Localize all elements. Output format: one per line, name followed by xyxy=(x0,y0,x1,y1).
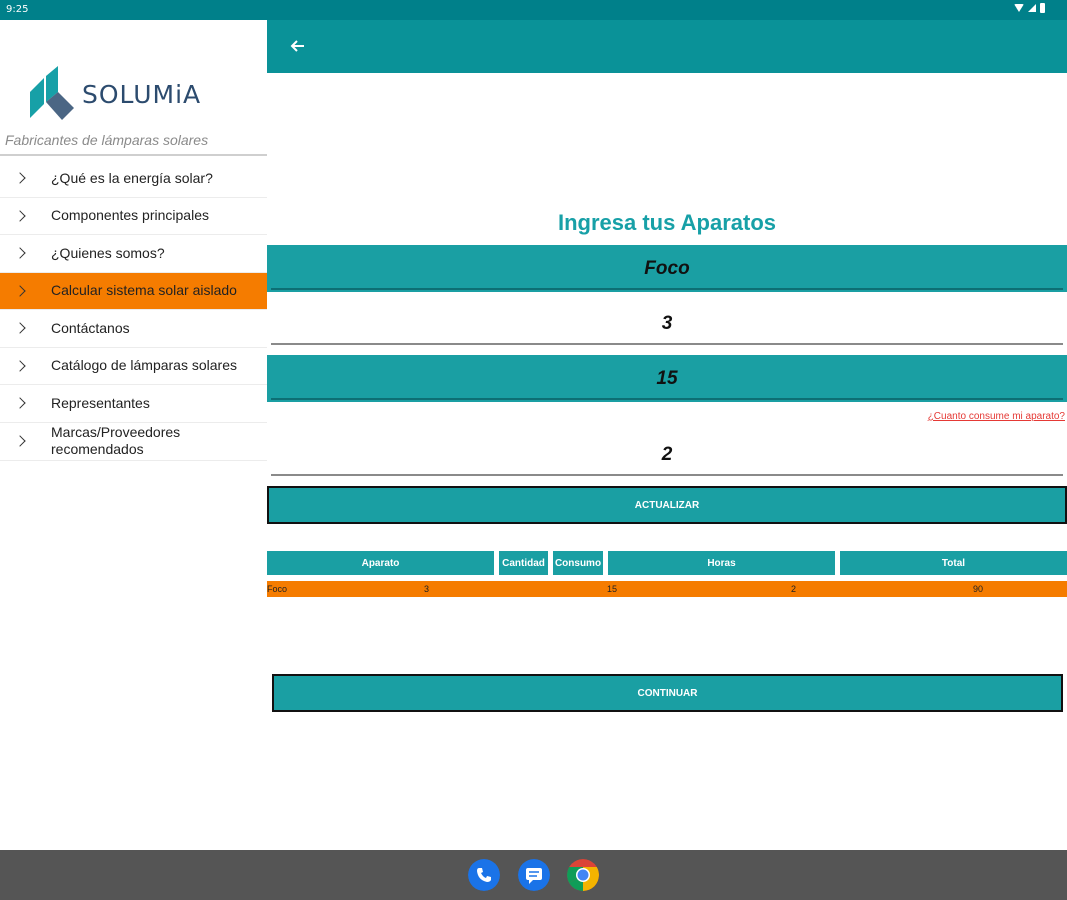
back-arrow-icon[interactable] xyxy=(289,37,307,55)
brand-logo xyxy=(28,64,208,124)
table-header-consumo: Consumo xyxy=(553,551,603,575)
drawer-menu xyxy=(0,160,267,461)
consumo-value: 15 xyxy=(656,367,678,389)
chevron-right-icon xyxy=(14,435,25,446)
chevron-right-icon xyxy=(14,285,25,296)
horas-value: 2 xyxy=(661,443,673,465)
menu-item-label: Calcular sistema solar aislado xyxy=(51,282,237,299)
messages-icon[interactable] xyxy=(518,859,550,891)
app-bar xyxy=(267,20,1067,73)
cell-consumo: 15 xyxy=(607,584,618,594)
table-header-horas: Horas xyxy=(608,551,835,575)
signal-icon xyxy=(1028,4,1036,12)
cell-cantidad: 3 xyxy=(424,584,430,594)
brand-name: SOLUMiA xyxy=(82,80,202,109)
status-icons xyxy=(1014,3,1045,13)
menu-item-componentes[interactable] xyxy=(0,198,267,236)
chevron-right-icon xyxy=(14,173,25,184)
chrome-icon[interactable] xyxy=(567,859,599,891)
menu-item-label: Representantes xyxy=(51,394,150,411)
field-underline xyxy=(271,288,1063,290)
solumia-logo-icon xyxy=(28,64,78,124)
menu-item-catalogo[interactable] xyxy=(0,348,267,386)
table-header-total: Total xyxy=(840,551,1067,575)
field-underline xyxy=(271,398,1063,400)
cantidad-value: 3 xyxy=(661,312,673,334)
aparato-value: Foco xyxy=(644,257,690,279)
menu-item-label: Marcas/Proveedores recomendados xyxy=(51,424,181,457)
menu-item-label: ¿Qué es la energía solar? xyxy=(51,169,213,186)
status-bar xyxy=(0,0,1067,20)
brand-tagline: Fabricantes de lámparas solares xyxy=(5,132,209,148)
system-nav-bar xyxy=(0,850,1067,900)
table-header-aparato: Aparato xyxy=(267,551,494,575)
consumo-field[interactable] xyxy=(267,355,1067,402)
aparato-field[interactable] xyxy=(267,245,1067,292)
horas-field[interactable] xyxy=(267,431,1067,478)
chevron-right-icon xyxy=(14,248,25,259)
update-button[interactable]: ACTUALIZAR xyxy=(267,486,1067,524)
menu-item-representantes[interactable] xyxy=(0,385,267,423)
chevron-right-icon xyxy=(14,360,25,371)
chevron-right-icon xyxy=(14,398,25,409)
menu-item-calcular-sistema[interactable] xyxy=(0,273,267,311)
chevron-right-icon xyxy=(14,210,25,221)
cantidad-field[interactable] xyxy=(267,300,1067,347)
cell-aparato: Foco xyxy=(267,584,288,594)
phone-icon[interactable] xyxy=(468,859,500,891)
menu-item-marcas-proveedores[interactable] xyxy=(0,423,267,461)
field-underline xyxy=(271,343,1063,345)
battery-icon xyxy=(1040,3,1045,13)
menu-item-label: Componentes principales xyxy=(51,207,209,224)
menu-item-energia-solar[interactable] xyxy=(0,160,267,198)
cell-horas: 2 xyxy=(791,584,797,594)
menu-item-label: ¿Quienes somos? xyxy=(51,244,165,261)
cell-total: 90 xyxy=(973,584,984,594)
wifi-icon xyxy=(1014,4,1024,12)
menu-item-quienes-somos[interactable] xyxy=(0,235,267,273)
status-time: 9:25 xyxy=(6,4,29,15)
table-row[interactable] xyxy=(267,581,1067,597)
chevron-right-icon xyxy=(14,323,25,334)
menu-item-label: Catálogo de lámparas solares xyxy=(51,357,237,374)
table-header-cantidad: Cantidad xyxy=(499,551,548,575)
page-title: Ingresa tus Aparatos xyxy=(557,210,777,235)
consumo-help-link[interactable]: ¿Cuanto consume mi aparato? xyxy=(927,411,1065,422)
field-underline xyxy=(271,474,1063,476)
menu-item-label: Contáctanos xyxy=(51,319,130,336)
navigation-drawer xyxy=(0,20,267,850)
continue-button[interactable]: CONTINUAR xyxy=(272,674,1063,712)
drawer-divider xyxy=(0,154,267,156)
menu-item-contactanos[interactable] xyxy=(0,310,267,348)
